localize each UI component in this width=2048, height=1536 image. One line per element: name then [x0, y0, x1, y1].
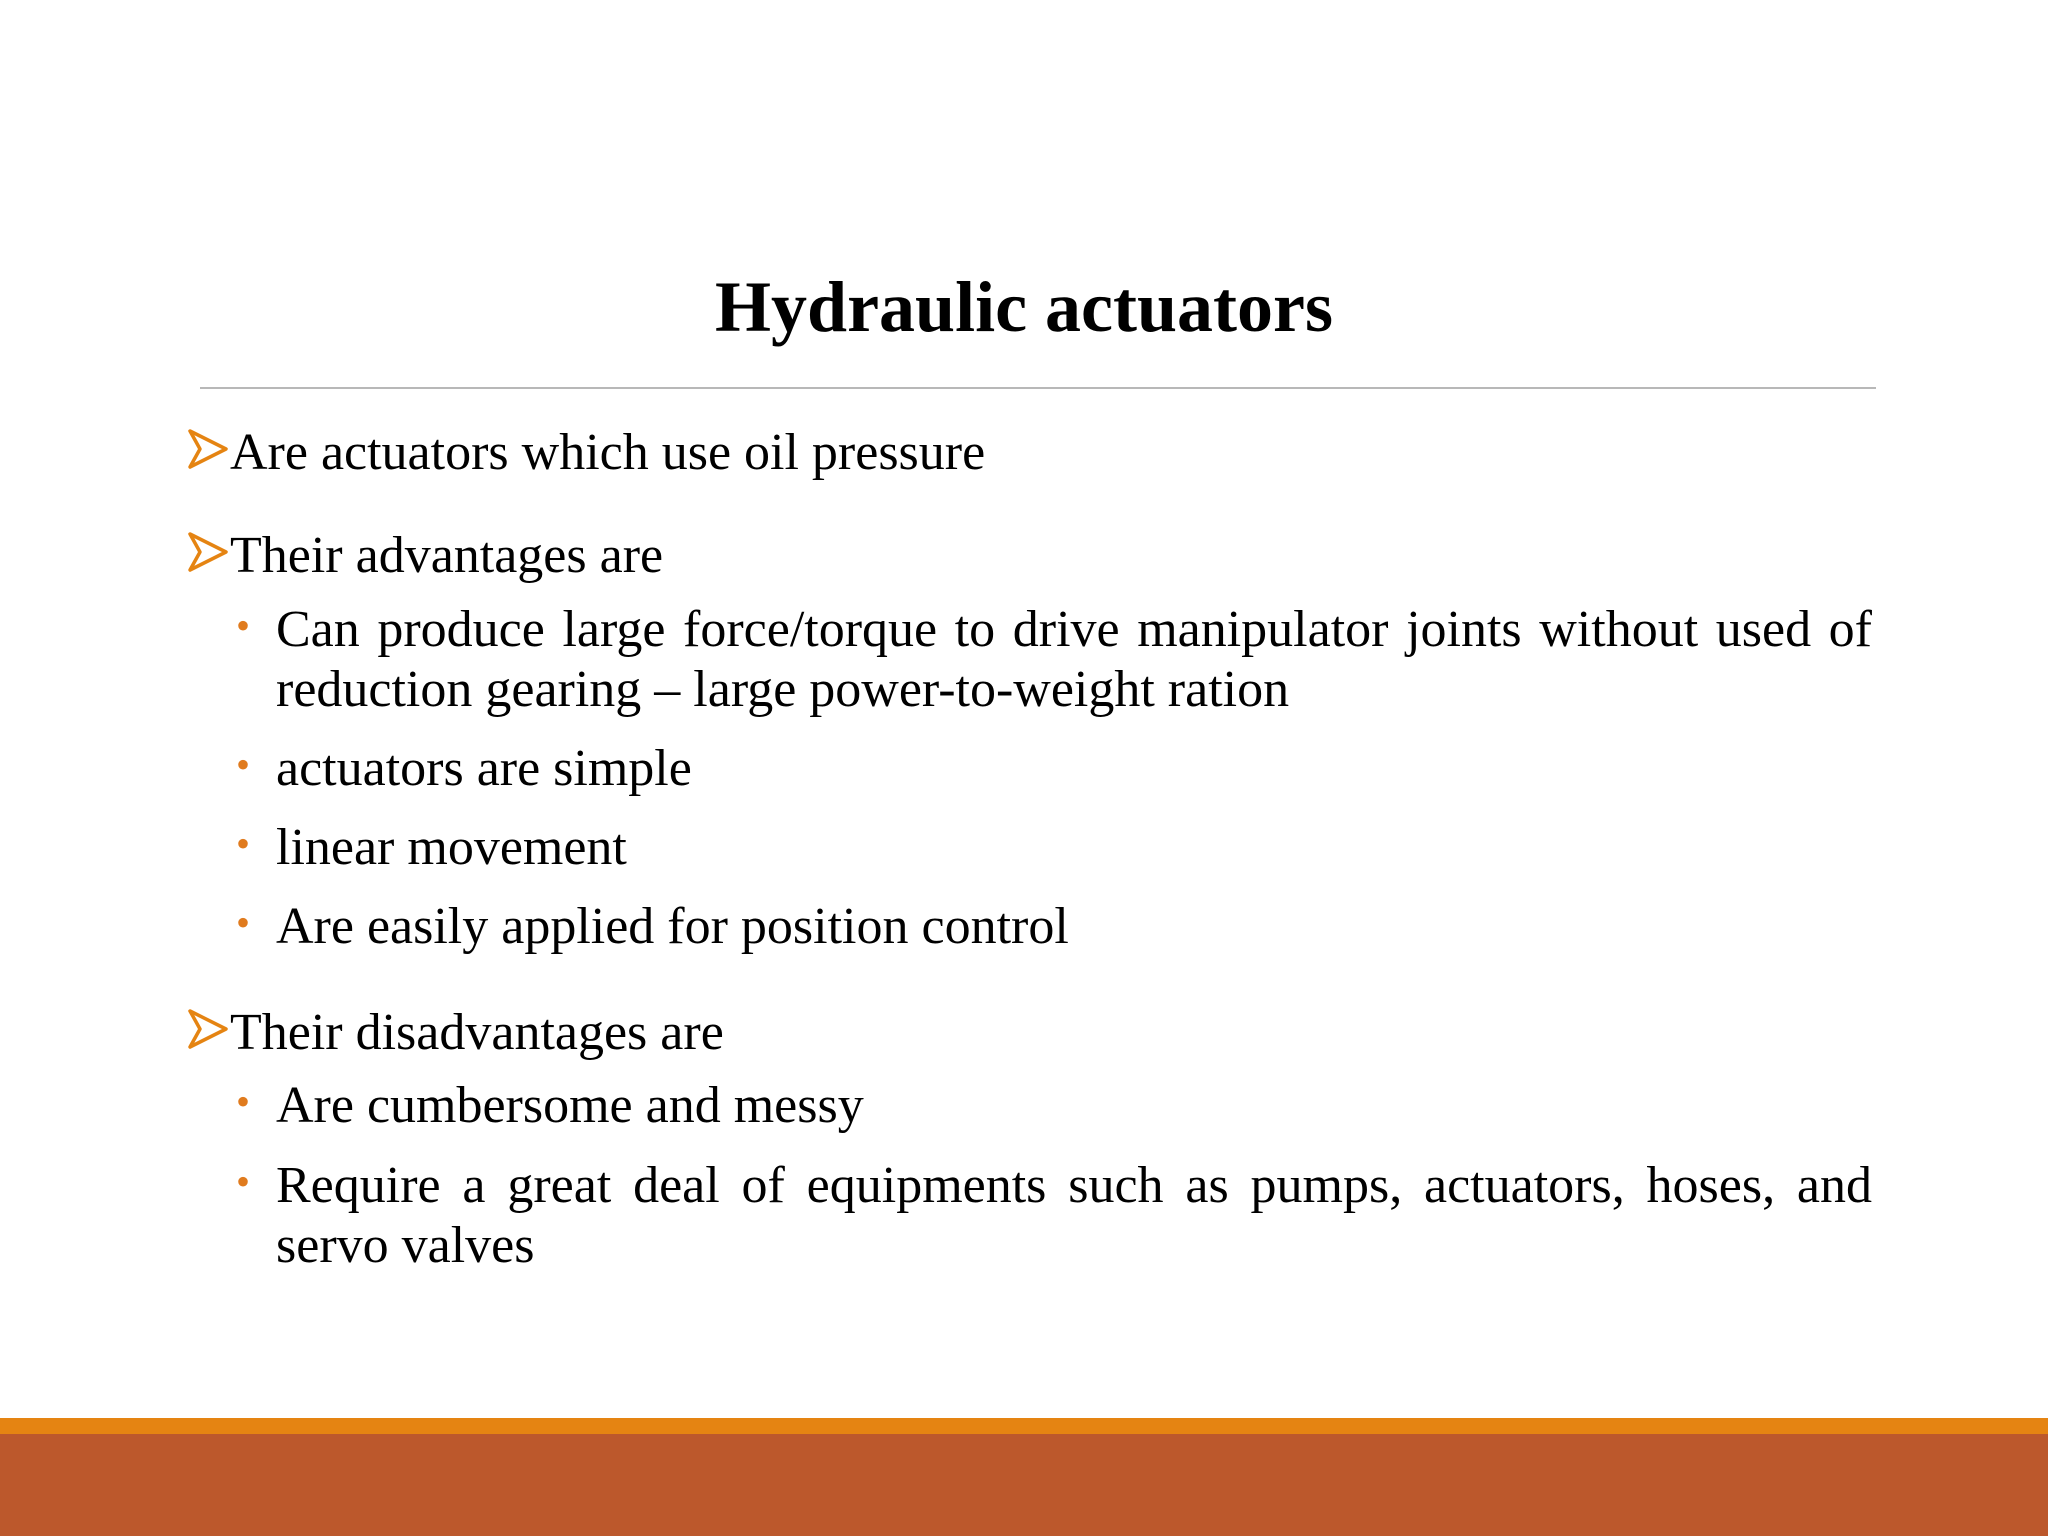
dot-bullet-icon: •	[236, 603, 251, 648]
advantage-text: Are easily applied for position control	[276, 898, 1069, 955]
footer-accent-bar	[0, 1418, 2048, 1434]
dot-bullet-icon: •	[236, 1079, 251, 1124]
arrow-bullet-icon	[186, 427, 230, 471]
point-text: Their advantages are	[230, 527, 664, 584]
point-text: Are actuators which use oil pressure	[230, 424, 986, 481]
advantage-text: linear movement	[276, 819, 627, 876]
point-text: Their disadvantages are	[230, 1004, 724, 1061]
dot-bullet-icon: •	[236, 742, 251, 787]
footer-bar	[0, 1434, 2048, 1536]
slide-title: Hydraulic actuators	[715, 267, 1333, 347]
disadvantage-text: Are cumbersome and messy	[276, 1077, 864, 1134]
dot-bullet-icon: •	[236, 821, 251, 866]
dot-bullet-icon: •	[236, 1159, 251, 1204]
dot-bullet-icon: •	[236, 900, 251, 945]
advantage-text: actuators are simple	[276, 740, 692, 797]
disadvantage-text: Require a great deal of equipments such as pumps, actuators, hoses, and servo valves	[276, 1157, 1872, 1274]
arrow-bullet-icon	[186, 1007, 230, 1051]
arrow-bullet-icon	[186, 530, 230, 574]
advantage-text: Can produce large force/torque to drive manipulator joints without used of reduction gearing – large power-to-weight ration	[276, 601, 1872, 718]
title-divider	[200, 387, 1876, 389]
